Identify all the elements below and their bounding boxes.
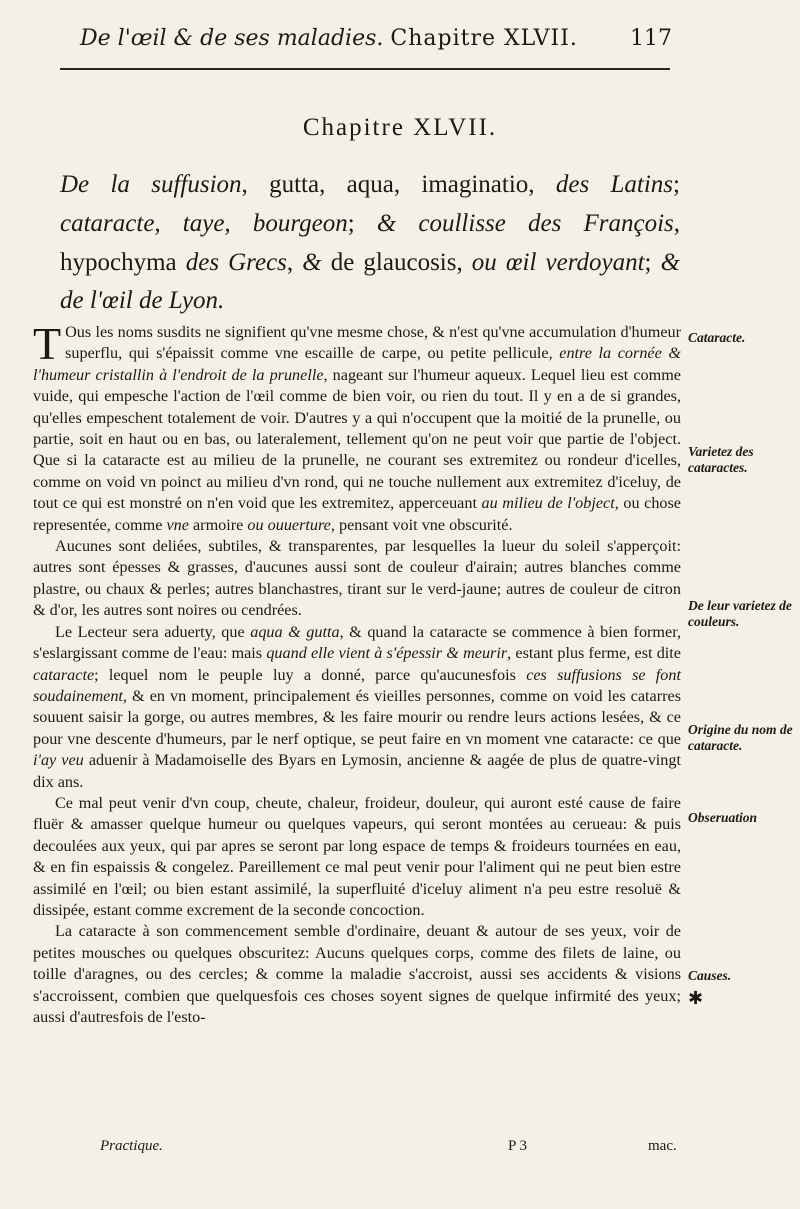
drop-cap: T <box>33 318 62 369</box>
margin-note-couleurs: De leur varietez de couleurs. <box>688 598 792 629</box>
subtitle-segment: de glaucosis, <box>321 248 472 276</box>
subtitle-segment: des Grecs <box>185 248 287 276</box>
running-head-title: De l'œil & de ses maladies. <box>80 26 384 51</box>
text-run: aqua & gutta <box>250 622 340 641</box>
chapter-title: Chapitre XLVII. <box>302 114 498 141</box>
margin-note-varietez: Varietez des cataractes. <box>688 444 754 475</box>
subtitle-segment: ; <box>644 248 661 276</box>
asterisk-mark: ✱ <box>688 988 704 1009</box>
text-run: , & quand la cataracte se commence à bien former, s'eslargissant comme de l'eau: mais <box>33 622 681 663</box>
margin-note-origine: Origine du nom de cataracte. <box>688 722 793 753</box>
text-run: entre la cornée & l'humeur cristallin à l'endroit de la prunelle <box>33 344 681 384</box>
text-run: armoire <box>188 515 248 534</box>
subtitle-segment: cataracte, taye, bourgeon <box>60 209 348 237</box>
margin-note-causes: Causes. <box>688 968 732 983</box>
catchword: mac. <box>648 1138 677 1154</box>
text-run: i'ay veu <box>33 751 84 770</box>
text-run: cataracte <box>33 665 95 684</box>
text-run: , estant plus ferme, est dite <box>507 644 681 663</box>
text-run: , pensant voit vne obscurité. <box>330 515 513 534</box>
page-number: 117 <box>630 26 672 51</box>
subtitle-segment: des Latins <box>555 171 674 198</box>
paragraph: Aucunes sont deliées, subtiles, & transparentes, par lesquelles la lueur du soleil s'apperçoit: autres sont épesses & grasses, d'aucunes aussi sont de couleur d'airain; autres blanches comme plastre, ou chaux & perles; autres blanchastres, tirant sur le verd-jaune; autres de couleur de citron & d'or, les autres sont noires ou cendrées. <box>33 537 681 620</box>
text-run: Le Lecteur sera aduerty, que <box>55 622 251 641</box>
text-run: vne <box>166 515 189 534</box>
text-run: ; lequel nom le peuple luy a donné, parce qu'aucunesfois <box>94 665 527 684</box>
text-run: ou ouuerture <box>247 515 331 534</box>
paragraph: Ce mal peut venir d'vn coup, cheute, chaleur, froideur, douleur, qui auront esté cause de faire fluër & amasser quelque humeur ou quelques vapeurs, qui seront montées au cerueau: & puis decoulées aux yeux, qui par apres se seront par long espace de temps & froideurs tournées en eau, & en fin espaissis & congelez. Pareillement ce mal peut venir pour l'aliment qui ne peut bien estre assimilé en l'œil; ou bien estant assimilé, la superfluité d'iceluy aliment n'a peu estre resoluë & dissipée, estant comme excrement de la seconde concoction. <box>33 793 681 919</box>
subtitle-segment: De la suffusion <box>60 171 242 198</box>
body-text <box>33 318 681 1028</box>
subtitle-segment: & de l'œil de Lyon. <box>60 248 681 315</box>
subtitle-segment: ou œil verdoyant <box>471 248 645 276</box>
margin-note-obseruation: Obseruation <box>688 810 758 825</box>
text-run: Ous les noms susdits ne signifient qu'vne mesme chose, & n'est qu'vne accumulation d'humeur superflu, qui s'épaissit comme vne escaille de carpe, ou petite pellicule, <box>65 323 681 363</box>
text-run: aduenir à Madamoiselle des Byars en Lymosin, ancienne & aagée de plus de quatre-vingt dix ans. <box>33 751 681 791</box>
text-run: , nageant sur l'humeur aqueux. Lequel lieu est comme vuide, qui empesche l'action de l'œil comme de bien voir, ou rien du tout. Il y en a de si grandes, qu'elles empeschent totalement de voir. D'autres y a qui n'occupent que la moitié de la prunelle, ou partie, soit en haut ou en bas, ou lateralement, tellement qu'on ne peut voir que partie de l'object. Que si la cataracte est au milieu de la prunelle, ne courant ses extremitez ou rondeur d'icelles, comme on void vn poinct au milieu d'vn rond, qui ne touche nullement aux extremitez d'iceluy, de tout ce qui est monstré on n'en void que les extremitez, apperceuant <box>33 365 681 513</box>
subtitle-segment: ; <box>347 209 377 237</box>
text-run: au milieu de l'object <box>481 494 615 513</box>
text-run: , ou chose representée, comme <box>33 494 681 534</box>
subtitle-segment: & coullisse des François <box>376 209 674 237</box>
running-head-chapter: Chapitre XLVII. <box>390 26 578 51</box>
paragraph <box>33 622 681 793</box>
page-footer <box>100 1138 700 1155</box>
subtitle-segment: , gutta, aqua, imaginatio, <box>241 171 556 198</box>
paragraph <box>33 318 681 536</box>
subtitle-segment: , hypochyma <box>60 209 680 276</box>
footer-left-text: Practique. <box>100 1138 163 1154</box>
paragraph: La cataracte à son commencement semble d'ordinaire, deuant & autour de ses yeux, voir de petites mousches ou quelques obscuritez: Aucuns quelques corps, comme des filets de laine, ou toille d'aragnes, ou des cercles; & comme la maladie s'accroist, aussi ses accidents & visions s'accroissent, combien que quelquesfois ces choses soyent signes de quelque infirmité des yeux; aussi d'autresfois de l'esto- <box>33 922 681 1026</box>
signature-mark: P 3 <box>508 1138 528 1154</box>
subtitle-segment: & <box>302 248 322 276</box>
chapter-subtitle <box>60 166 680 321</box>
margin-note-cataracte: Cataracte. <box>688 330 746 345</box>
text-run: , & en vn moment, principalement és vieilles personnes, comme on void les catarres souuent saisir la gorge, ou autres membres, & les faire mourir ou rendre leurs actions lesées, & ce pour vne descente d'humeurs, par le nerf optique, se peut faire en vn moment vne cataracte: ce que <box>33 686 681 748</box>
subtitle-segment: ; <box>673 171 680 198</box>
header-rule <box>60 68 670 70</box>
running-head <box>80 26 680 51</box>
text-run: ces suffusions se font soudainement <box>33 665 681 705</box>
text-run: quand elle vient à s'épessir & meurir <box>266 644 508 663</box>
subtitle-segment: , <box>286 248 303 276</box>
